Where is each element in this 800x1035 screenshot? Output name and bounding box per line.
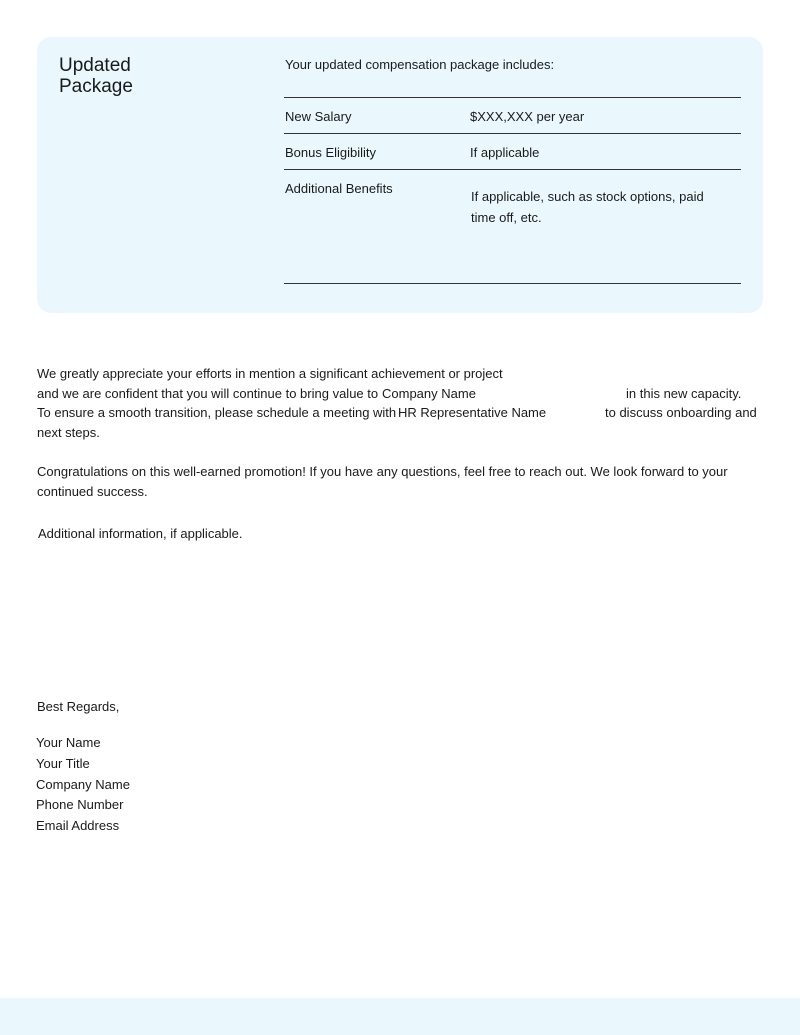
paragraph-text: to discuss onboarding and — [605, 405, 757, 420]
row-value-bonus: If applicable — [470, 145, 540, 160]
additional-info-placeholder: Additional information, if applicable. — [38, 526, 243, 541]
row-value-benefits: If applicable, such as stock options, paid time off, etc. — [471, 189, 704, 225]
paragraph-text: next steps. — [37, 425, 100, 440]
signature-title: Your Title — [36, 756, 90, 771]
row-label-salary: New Salary — [285, 109, 352, 124]
row-label-benefits: Additional Benefits — [285, 181, 393, 196]
paragraph-text: in this new capacity. — [626, 386, 742, 401]
paragraph-text: Congratulations on this well-earned promotion! If you have any questions, feel free to reach out. We look forward to your — [37, 464, 728, 479]
table-rule — [284, 97, 741, 98]
achievement-placeholder: mention a significant achievement or project — [249, 366, 503, 381]
row-value-salary: $XXX,XXX per year — [470, 109, 585, 124]
signature-company: Company Name — [36, 777, 130, 792]
table-rule — [284, 133, 741, 134]
paragraph-text: To ensure a smooth transition, please schedule a meeting with — [37, 405, 397, 420]
closing: Best Regards, — [37, 699, 120, 714]
signature-name: Your Name — [36, 735, 101, 750]
paragraph-text: We greatly appreciate your efforts in — [37, 366, 246, 381]
table-rule — [284, 169, 741, 170]
footer-band — [0, 998, 800, 1035]
package-intro: Your updated compensation package includes: — [285, 57, 555, 72]
row-label-bonus: Bonus Eligibility — [285, 145, 377, 160]
table-rule — [284, 283, 741, 284]
hr-representative-placeholder: HR Representative Name — [398, 405, 547, 420]
paragraph-text: continued success. — [37, 484, 148, 499]
paragraph-text: and we are confident that you will continue to bring value to — [37, 386, 379, 401]
company-name-placeholder: Company Name — [382, 386, 476, 401]
package-heading: Updated Package — [59, 55, 133, 97]
signature-phone: Phone Number — [36, 797, 124, 812]
signature-email: Email Address — [36, 818, 120, 833]
